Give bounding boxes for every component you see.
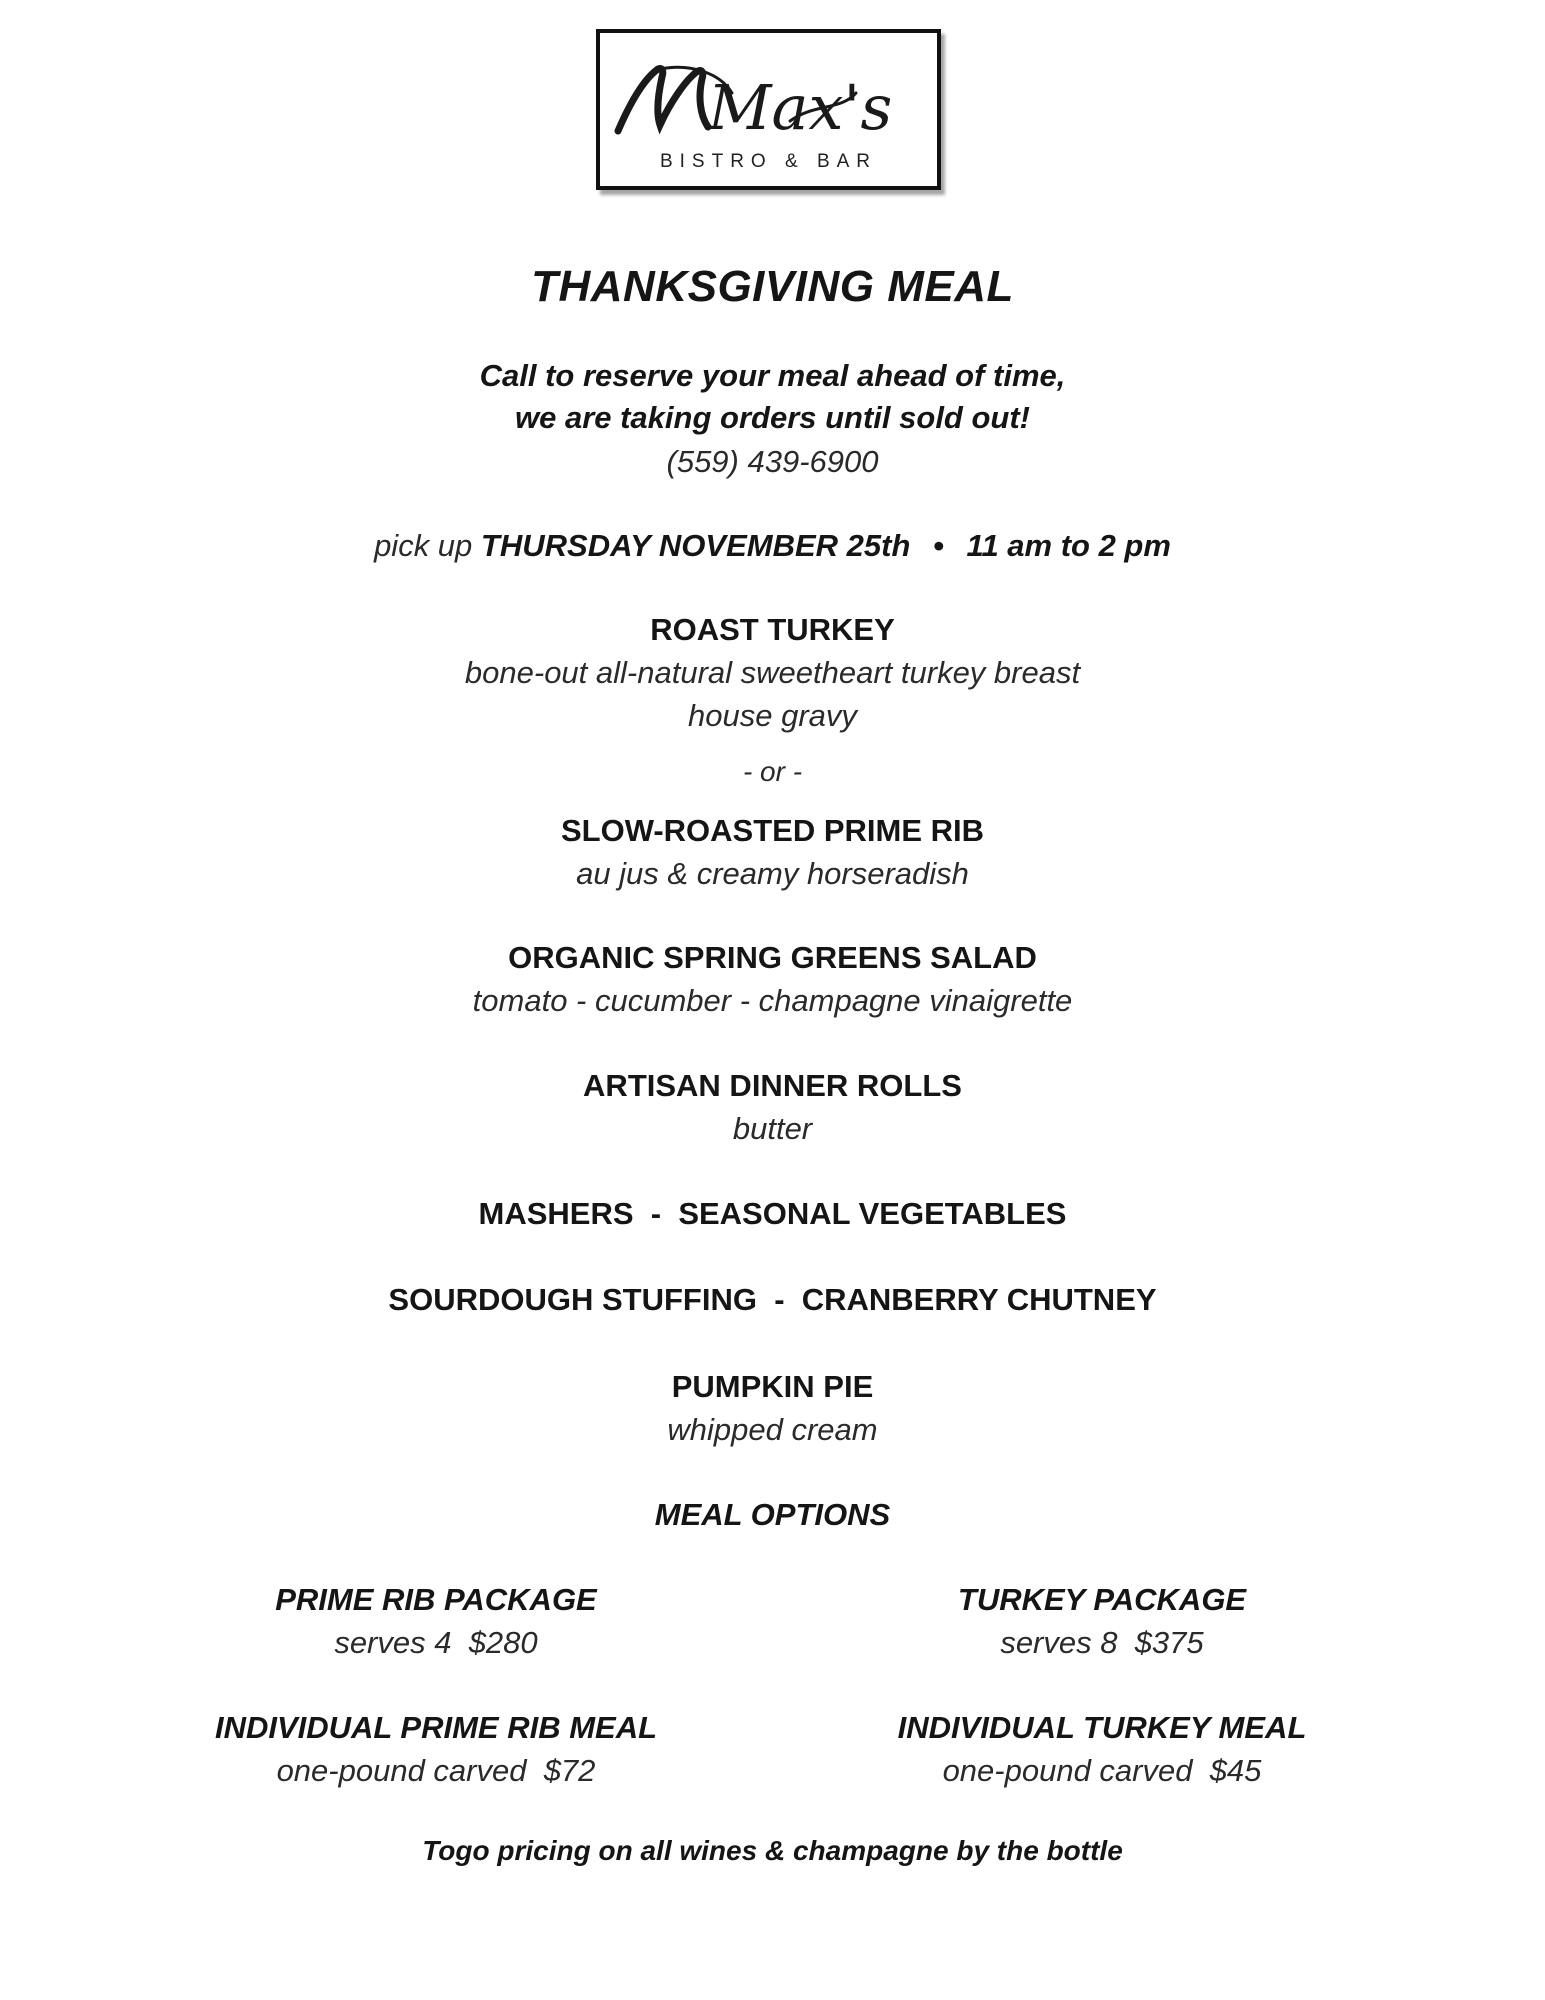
pickup-time: 11 am to 2 pm: [966, 528, 1171, 563]
pickup-date: THURSDAY NOVEMBER 25th: [480, 528, 911, 563]
pickup-separator: •: [933, 528, 944, 563]
pie-heading: PUMPKIN PIE: [671, 1369, 874, 1404]
phone-number: (559) 439-6900: [666, 444, 879, 479]
individual-prime-rib-detail: one-pound carved $72: [276, 1753, 596, 1788]
reserve-line-1: Call to reserve your meal ahead of time,: [479, 358, 1066, 393]
sides-line-1: MASHERS - SEASONAL VEGETABLES: [478, 1196, 1067, 1231]
logo-subtitle: BISTRO & BAR: [659, 151, 878, 172]
roast-turkey-desc-2: house gravy: [688, 698, 857, 733]
pie-desc: whipped cream: [667, 1412, 878, 1447]
individual-turkey-detail: one-pound carved $45: [942, 1753, 1262, 1788]
restaurant-logo: [596, 29, 941, 190]
or-divider: - or -: [742, 756, 803, 787]
individual-prime-rib-name: INDIVIDUAL PRIME RIB MEAL: [214, 1710, 658, 1745]
salad-heading: ORGANIC SPRING GREENS SALAD: [508, 940, 1037, 975]
roast-turkey-heading: ROAST TURKEY: [650, 612, 895, 647]
salad-desc: tomato - cucumber - champagne vinaigrette: [472, 983, 1073, 1018]
footer-note: Togo pricing on all wines & champagne by the bottle: [422, 1835, 1123, 1866]
reserve-line-2: we are taking orders until sold out!: [514, 400, 1030, 435]
pickup-info: [0, 528, 1545, 564]
turkey-package-name: TURKEY PACKAGE: [957, 1582, 1247, 1617]
prime-rib-heading: SLOW-ROASTED PRIME RIB: [560, 813, 985, 848]
rolls-heading: ARTISAN DINNER ROLLS: [583, 1068, 962, 1103]
logo-script-text: Max's: [708, 71, 893, 144]
turkey-package-detail: serves 8 $375: [1000, 1625, 1204, 1660]
rolls-desc: butter: [732, 1111, 813, 1146]
prime-rib-desc: au jus & creamy horseradish: [576, 856, 969, 891]
prime-rib-package-detail: serves 4 $280: [334, 1625, 538, 1660]
meal-options-heading: MEAL OPTIONS: [654, 1497, 891, 1532]
pickup-prefix: pick up: [374, 528, 473, 563]
prime-rib-package-name: PRIME RIB PACKAGE: [275, 1582, 597, 1617]
roast-turkey-desc-1: bone-out all-natural sweetheart turkey breast: [464, 655, 1081, 690]
individual-turkey-name: INDIVIDUAL TURKEY MEAL: [897, 1710, 1307, 1745]
sides-line-2: SOURDOUGH STUFFING - CRANBERRY CHUTNEY: [388, 1282, 1157, 1317]
page-title: THANKSGIVING MEAL: [531, 262, 1014, 311]
